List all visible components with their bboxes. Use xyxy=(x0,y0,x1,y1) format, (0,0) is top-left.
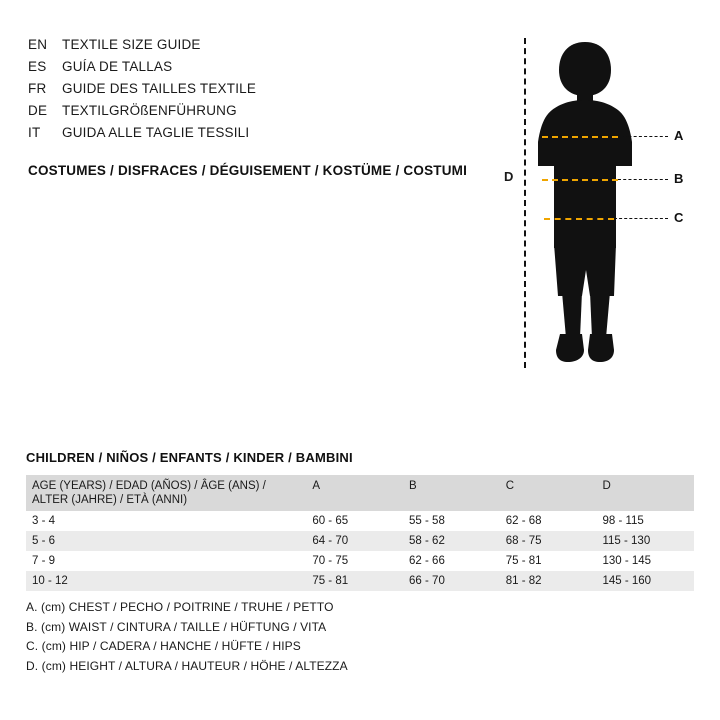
cell-age: 3 - 4 xyxy=(26,511,306,531)
table-row xyxy=(26,551,694,571)
child-silhouette-icon xyxy=(530,38,640,368)
language-text-it: GUIDA ALLE TAGLIE TESSILI xyxy=(62,125,250,140)
table-title: CHILDREN / NIÑOS / ENFANTS / KINDER / BAMBINI xyxy=(26,450,353,465)
header-c: C xyxy=(500,475,597,511)
cell-age: 5 - 6 xyxy=(26,531,306,551)
cell-b: 66 - 70 xyxy=(403,571,500,591)
language-code-fr: FR xyxy=(28,81,47,96)
cell-c: 75 - 81 xyxy=(500,551,597,571)
language-text-en: TEXTILE SIZE GUIDE xyxy=(62,37,201,52)
cell-b: 62 - 66 xyxy=(403,551,500,571)
language-row-fr xyxy=(28,78,498,100)
waist-measure-line xyxy=(542,179,618,181)
cell-c: 62 - 68 xyxy=(500,511,597,531)
size-table-block xyxy=(26,450,694,591)
table-row xyxy=(26,511,694,531)
cell-b: 55 - 58 xyxy=(403,511,500,531)
chest-measure-line xyxy=(542,136,618,138)
cell-d: 145 - 160 xyxy=(596,571,694,591)
legend-block xyxy=(26,598,626,676)
size-table xyxy=(26,475,694,591)
language-row-it xyxy=(28,122,498,144)
hip-leader-line xyxy=(614,218,668,219)
measure-label-b: B xyxy=(674,171,684,186)
measurement-diagram xyxy=(470,20,710,380)
measure-label-c: C xyxy=(674,210,684,225)
language-code-en: EN xyxy=(28,37,48,52)
waist-leader-line xyxy=(618,179,668,180)
cell-d: 115 - 130 xyxy=(596,531,694,551)
legend-row-b: B. (cm) WAIST / CINTURA / TAILLE / HÜFTUNG / VITA xyxy=(26,619,327,634)
language-code-de: DE xyxy=(28,103,48,118)
language-row-en xyxy=(28,34,498,56)
cell-b: 58 - 62 xyxy=(403,531,500,551)
table-header-row xyxy=(26,475,694,511)
language-list xyxy=(28,34,498,144)
hip-measure-line xyxy=(544,218,614,220)
table-head xyxy=(26,475,694,511)
language-code-es: ES xyxy=(28,59,47,74)
language-row-es xyxy=(28,56,498,78)
cell-a: 60 - 65 xyxy=(306,511,403,531)
table-row xyxy=(26,531,694,551)
table-row xyxy=(26,571,694,591)
cell-c: 81 - 82 xyxy=(500,571,597,591)
table-body xyxy=(26,511,694,591)
header-d: D xyxy=(596,475,694,511)
cell-d: 130 - 145 xyxy=(596,551,694,571)
language-row-de xyxy=(28,100,498,122)
measure-label-d: D xyxy=(504,169,514,184)
category-line: COSTUMES / DISFRACES / DÉGUISEMENT / KOSTÜME / COSTUMI xyxy=(28,163,468,178)
cell-age: 7 - 9 xyxy=(26,551,306,571)
header-age: AGE (YEARS) / EDAD (AÑOS) / ÂGE (ANS) / ALTER (JAHRE) / ETÀ (ANNI) xyxy=(26,475,306,511)
height-guide-line xyxy=(524,38,526,368)
chest-leader-line xyxy=(618,136,668,137)
language-text-de: TEXTILGRÖßENFÜHRUNG xyxy=(62,103,237,118)
language-text-fr: GUIDE DES TAILLES TEXTILE xyxy=(62,81,257,96)
measure-label-a: A xyxy=(674,128,684,143)
language-code-it: IT xyxy=(28,125,41,140)
legend-row-d: D. (cm) HEIGHT / ALTURA / HAUTEUR / HÖHE / ALTEZZA xyxy=(26,658,348,673)
legend-row-c: C. (cm) HIP / CADERA / HANCHE / HÜFTE / HIPS xyxy=(26,639,301,653)
cell-a: 64 - 70 xyxy=(306,531,403,551)
cell-c: 68 - 75 xyxy=(500,531,597,551)
language-text-es: GUÍA DE TALLAS xyxy=(62,59,173,74)
cell-a: 75 - 81 xyxy=(306,571,403,591)
cell-d: 98 - 115 xyxy=(596,511,694,531)
legend-row-a: A. (cm) CHEST / PECHO / POITRINE / TRUHE / PETTO xyxy=(26,600,334,614)
header-a: A xyxy=(306,475,403,511)
header-b: B xyxy=(403,475,500,511)
cell-age: 10 - 12 xyxy=(26,571,306,591)
cell-a: 70 - 75 xyxy=(306,551,403,571)
